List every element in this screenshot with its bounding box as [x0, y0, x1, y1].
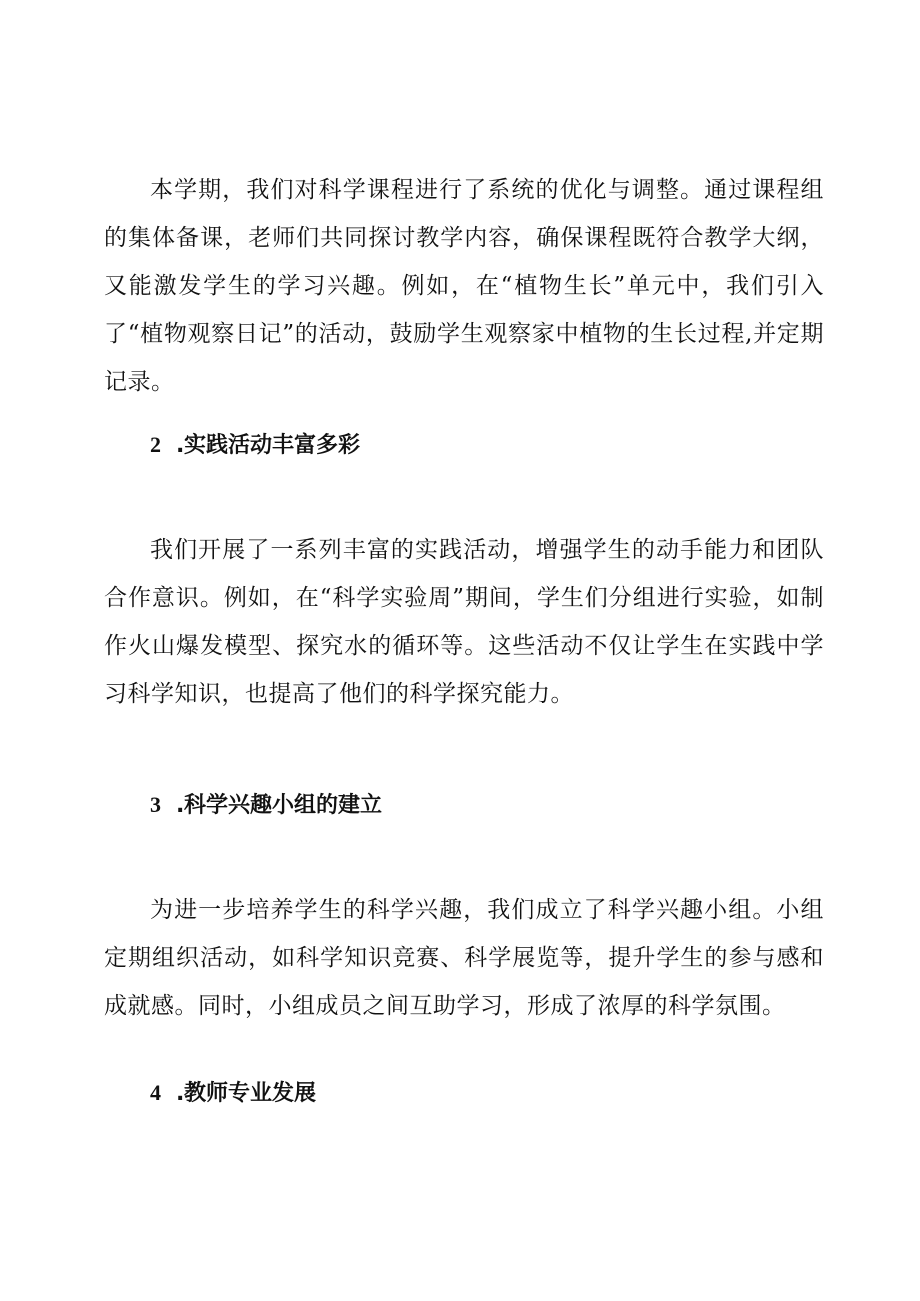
heading-dot: .: [176, 433, 185, 458]
heading-number: 2: [150, 432, 161, 457]
heading-number: 4: [150, 1080, 161, 1105]
paragraph-interest-group: 为进一步培养学生的科学兴趣，我们成立了科学兴趣小组。小组定期组织活动，如科学知识竞赛、科学展览等，提升学生的参与感和成就感。同时，小组成员之间互助学习，形成了浓厚的科学氛围。: [104, 897, 824, 1019]
heading-practice-activities: [150, 430, 360, 461]
heading-dot: .: [176, 1081, 185, 1106]
heading-text: 教师专业发展: [184, 1081, 317, 1106]
heading-teacher-development: [150, 1078, 316, 1109]
heading-number: 3: [150, 792, 161, 817]
paragraph-course-optimization: 本学期，我们对科学课程进行了系统的优化与调整。通过课程组的集体备课，老师们共同探讨教学内容，确保课程既符合教学大纲，又能激发学生的学习兴趣。例如，在“植物生长”单元中，我们引入了“植物观察日记”的活动，鼓励学生观察家中植物的生长过程,并定期记录。: [104, 177, 824, 395]
heading-text: 科学兴趣小组的建立: [184, 793, 383, 818]
heading-text: 实践活动丰富多彩: [184, 433, 361, 458]
heading-dot: .: [176, 793, 185, 818]
heading-interest-group: [150, 790, 382, 821]
paragraph-practice-activities: 我们开展了一系列丰富的实践活动，增强学生的动手能力和团队合作意识。例如，在“科学实验周”期间，学生们分组进行实验，如制作火山爆发模型、探究水的循环等。这些活动不仅让学生在实践中学习科学知识，也提高了他们的科学探究能力。: [104, 537, 824, 707]
